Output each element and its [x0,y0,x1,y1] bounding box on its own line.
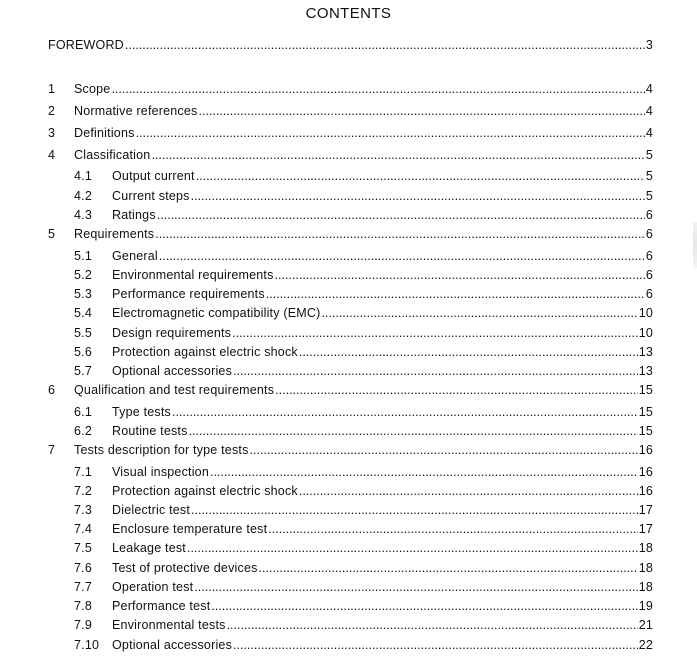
toc-entry-line [74,381,653,399]
toc-entry-label: Routine tests [112,424,188,438]
toc-entry-page: 19 [638,599,653,613]
dot-leader [191,501,638,519]
toc-entry-line [112,463,653,481]
dot-leader [232,324,638,342]
toc-entry-line [48,36,653,54]
toc-entry-7-7[interactable] [0,578,697,596]
page-title: CONTENTS [305,5,392,22]
dot-leader [233,636,638,654]
toc-entry-number: 5.5 [74,326,92,340]
toc-entry-label: Environmental requirements [112,268,274,282]
toc-entry-line [112,422,653,440]
toc-entry-line [112,266,653,284]
toc-entry-line [112,597,653,615]
dot-leader [275,381,638,399]
toc-entry-page: 4 [645,126,653,140]
dot-leader [250,441,638,459]
toc-entry-page: 6 [645,227,653,241]
toc-entry-label: Tests description for type tests [74,443,249,457]
toc-entry-number: 2 [48,104,56,118]
toc-entry-label: Design requirements [112,326,232,340]
toc-entry-number: 3 [48,126,56,140]
toc-entry-page: 18 [638,561,653,575]
dot-leader [187,539,638,557]
toc-entry-number: 7.1 [74,465,92,479]
toc-entry-line [112,616,653,634]
toc-entry-label: Environmental tests [112,618,226,632]
toc-entry-page: 18 [638,580,653,594]
toc-entry-number: 6.2 [74,424,92,438]
dot-leader [136,124,645,142]
toc-entry-7-9[interactable] [0,616,697,634]
toc-entry-label: Optional accessories [112,364,233,378]
toc-entry-line [74,102,653,120]
toc-entry-label: FOREWORD [48,38,124,52]
toc-entry-page: 17 [638,503,653,517]
dot-leader [210,463,638,481]
dot-leader [227,616,638,634]
toc-entry-line [74,441,653,459]
dot-leader [259,559,638,577]
dot-leader [191,187,645,205]
toc-entry-page: 6 [645,249,653,263]
toc-entry-line [112,539,653,557]
toc-entry-6-1[interactable] [0,403,697,421]
toc-entry-number: 7.10 [74,638,100,652]
toc-entry-line [112,187,653,205]
toc-entry-label: Type tests [112,405,171,419]
toc-entry-page: 17 [638,522,653,536]
toc-entry-line [112,520,653,538]
toc-entry-number: 7.6 [74,561,92,575]
toc-entry-number: 5.2 [74,268,92,282]
toc-entry-5-4[interactable] [0,304,697,322]
toc-entry-page: 15 [638,424,653,438]
toc-entry-number: 7.3 [74,503,92,517]
dot-leader [199,102,645,120]
toc-entry-label: Optional accessories [112,638,233,652]
toc-entry-number: 4 [48,148,56,162]
dot-leader [194,578,637,596]
toc-entry-line [112,501,653,519]
toc-entry-number: 5.4 [74,306,92,320]
toc-entry-line [74,225,653,243]
toc-entry-7-2[interactable] [0,482,697,500]
dot-leader [299,482,638,500]
dot-leader [157,206,645,224]
toc-entry-number: 6 [48,383,56,397]
toc-entry-page: 3 [645,38,653,52]
toc-entry-page: 18 [638,541,653,555]
toc-entry-number: 4.1 [74,169,92,183]
toc-entry-label: Qualification and test requirements [74,383,275,397]
toc-entry-page: 15 [638,405,653,419]
toc-entry-page: 6 [645,208,653,222]
toc-entry-line [112,285,653,303]
toc-entry-line [74,146,653,164]
dot-leader [111,80,644,98]
toc-entry-line [112,304,653,322]
toc-entry-5-2[interactable] [0,266,697,284]
toc-entry-4-2[interactable] [0,187,697,205]
toc-entry-3[interactable] [0,124,697,142]
toc-entry-4-3[interactable] [0,206,697,224]
toc-entry-number: 7.9 [74,618,92,632]
toc-entry-6-2[interactable] [0,422,697,440]
dot-leader [211,597,637,615]
dot-leader [275,266,645,284]
toc-entry-number: 7.2 [74,484,92,498]
toc-entry-line [112,482,653,500]
dot-leader [159,247,645,265]
toc-entry-foreword[interactable] [0,36,697,54]
dot-leader [172,403,638,421]
toc-entry-label: Test of protective devices [112,561,258,575]
toc-entry-number: 5.1 [74,249,92,263]
toc-entry-line [74,80,653,98]
toc-entry-7-3[interactable] [0,501,697,519]
toc-entry-page: 10 [638,326,653,340]
toc-entry-line [112,362,653,380]
dot-leader [155,225,645,243]
toc-entry-7-8[interactable] [0,597,697,615]
toc-entry-page: 13 [638,345,653,359]
toc-entry-7-1[interactable] [0,463,697,481]
toc-entry-7-4[interactable] [0,520,697,538]
toc-entry-line [112,167,653,185]
toc-entry-number: 7.5 [74,541,92,555]
toc-entry-number: 4.3 [74,208,92,222]
toc-entry-label: Current steps [112,189,190,203]
toc-entry-number: 6.1 [74,405,92,419]
dot-leader [125,36,645,54]
dot-leader [196,167,645,185]
toc-entry-5-7[interactable] [0,362,697,380]
toc-entry-number: 7.8 [74,599,92,613]
dot-leader [299,343,638,361]
toc-entry-number: 4.2 [74,189,92,203]
toc-entry-7-10[interactable] [0,636,697,654]
toc-entry-6[interactable] [0,381,697,399]
toc-entry-2[interactable] [0,102,697,120]
toc-entry-number: 7 [48,443,56,457]
toc-entry-number: 5.6 [74,345,92,359]
toc-entry-page: 15 [638,383,653,397]
toc-entry-line [112,247,653,265]
toc-entry-page: 21 [638,618,653,632]
toc-entry-label: Performance test [112,599,211,613]
toc-entry-label: Protection against electric shock [112,345,298,359]
dot-leader [268,520,637,538]
toc-entry-line [112,578,653,596]
toc-entry-line [112,559,653,577]
toc-entry-page: 5 [645,148,653,162]
toc-entry-line [112,324,653,342]
toc-entry-5[interactable] [0,225,697,243]
toc-entry-page: 16 [638,443,653,457]
toc-entry-5-6[interactable] [0,343,697,361]
toc-entry-5-3[interactable] [0,285,697,303]
toc-entry-label: Visual inspection [112,465,209,479]
toc-entry-line [112,343,653,361]
toc-entry-number: 7.7 [74,580,92,594]
toc-entry-number: 5.3 [74,287,92,301]
toc-entry-page: 22 [638,638,653,652]
toc-entry-page: 5 [645,189,653,203]
toc-entry-page: 5 [645,169,653,183]
toc-entry-line [74,124,653,142]
toc-entry-label: General [112,249,158,263]
toc-entry-line [112,403,653,421]
toc-entry-number: 5 [48,227,56,241]
toc-entry-label: Enclosure temperature test [112,522,268,536]
toc-entry-label: Classification [74,148,151,162]
toc-entry-label: Output current [112,169,195,183]
toc-entry-page: 6 [645,287,653,301]
toc-entry-page: 6 [645,268,653,282]
toc-entry-label: Ratings [112,208,156,222]
toc-entry-page: 4 [645,82,653,96]
toc-entry-7-6[interactable] [0,559,697,577]
dot-leader [189,422,638,440]
toc-entry-label: Performance requirements [112,287,265,301]
dot-leader [233,362,638,380]
dot-leader [321,304,637,322]
toc-entry-line [112,206,653,224]
toc-entry-number: 7.4 [74,522,92,536]
toc-entry-label: Leakage test [112,541,186,555]
toc-entry-4-1[interactable] [0,167,697,185]
toc-entry-label: Normative references [74,104,198,118]
toc-entry-page: 10 [638,306,653,320]
faint-edge-watermark [693,222,697,268]
toc-entry-4[interactable] [0,146,697,164]
toc-entry-page: 16 [638,465,653,479]
toc-entry-7-5[interactable] [0,539,697,557]
toc-entry-number: 5.7 [74,364,92,378]
toc-entry-page: 4 [645,104,653,118]
dot-leader [266,285,645,303]
toc-entry-label: Dielectric test [112,503,191,517]
toc-entry-label: Scope [74,82,111,96]
toc-entry-7[interactable] [0,441,697,459]
toc-entry-label: Operation test [112,580,194,594]
toc-entry-5-5[interactable] [0,324,697,342]
toc-entry-page: 13 [638,364,653,378]
toc-entry-label: Requirements [74,227,155,241]
toc-entry-1[interactable] [0,80,697,98]
toc-entry-5-1[interactable] [0,247,697,265]
toc-entry-label: Electromagnetic compatibility (EMC) [112,306,321,320]
dot-leader [151,146,644,164]
toc-entry-label: Protection against electric shock [112,484,298,498]
toc-entry-number: 1 [48,82,56,96]
toc-entry-line [112,636,653,654]
toc-entry-label: Definitions [74,126,135,140]
toc-entry-page: 16 [638,484,653,498]
